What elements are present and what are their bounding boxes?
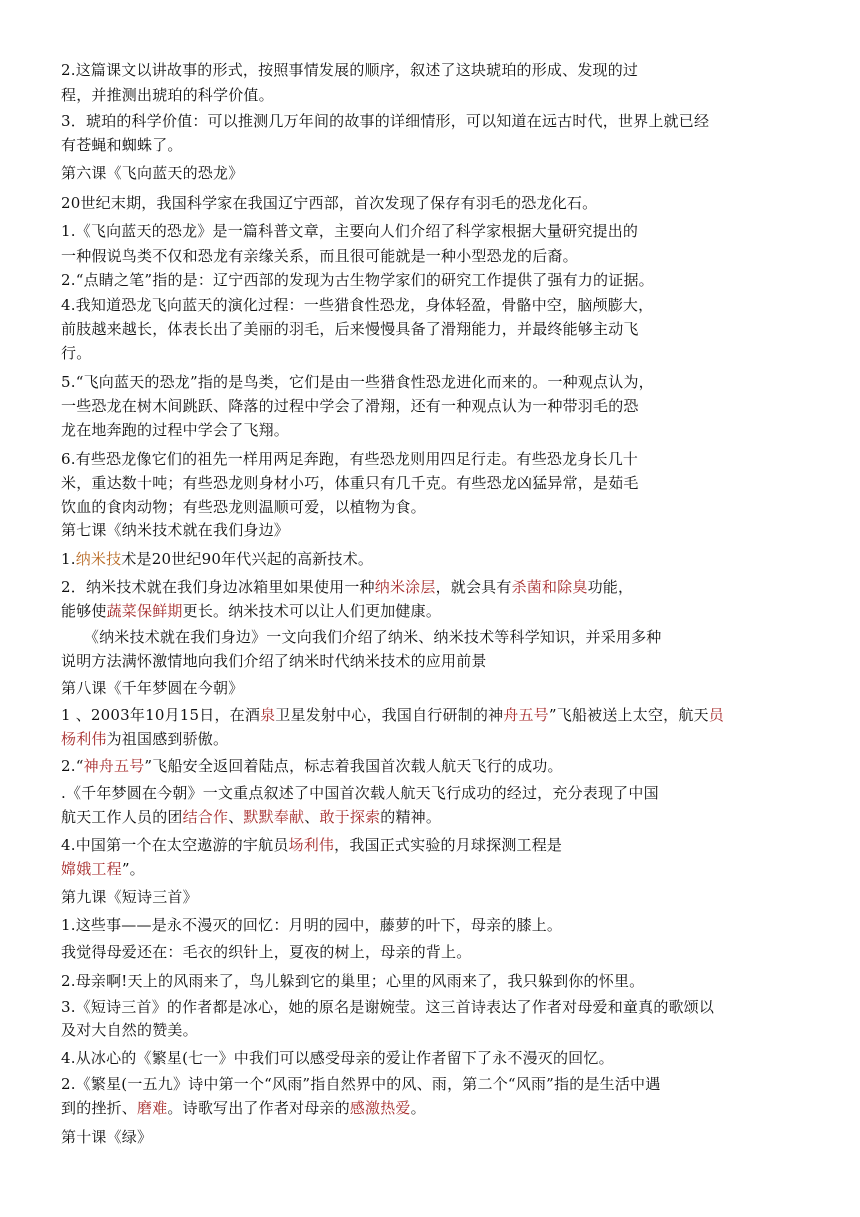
text-line: 我觉得母爱还在：毛衣的织针上，夏夜的树上，母亲的背上。 [61,943,472,961]
text-line: 3.《短诗三首》的作者都是冰心，她的原名是谢婉莹。这三首诗表达了作者对母爱和童真的歌颂以 [61,998,715,1016]
text-line: 2.“点睛之笔”指的是：辽宁西部的发现为古生物学家们的研究工作提供了强有力的证据。 [61,271,654,289]
text-line: 1 、2003年10月15日，在酒泉卫星发射中心，我国自行研制的神舟五号”飞船被送上太空，航天员 [61,706,724,724]
text-line: 4.我知道恐龙飞向蓝天的演化过程：一些猎食性恐龙，身体轻盈，骨骼中空，脑颅膨大， [61,296,654,314]
text-line: 1.《飞向蓝天的恐龙》是一篇科普文章，主要向人们介绍了科学家根据大量研究提出的 [61,222,639,240]
text-line: 4.从冰心的《繁星(七一》中我们可以感受母亲的爱让作者留下了永不漫灭的回忆。 [61,1049,614,1067]
text-line: 到的挫折、磨难。诗歌写出了作者对母亲的感激热爱。 [61,1099,426,1117]
text-line: 一种假说鸟类不仅和恐龙有亲缘关系，而且很可能就是一种小型恐龙的后裔。 [61,247,578,265]
text-line: 4.中国第一个在太空遨游的宇航员场利伟，我国正式实验的月球探测工程是 [61,836,563,854]
text-line: 《纳米技术就在我们身边》一文向我们介绍了纳米、纳米技术等科学知识，并采用多种 [61,628,662,646]
text-line: 航天工作人员的团结合作、默默奉献、敢于探索的精神。 [61,808,442,826]
text-line: 2．纳米技术就在我们身边冰箱里如果使用一种纳米涂层，就会具有杀菌和除臭功能， [61,578,634,596]
section-heading: 第七课《纳米技术就在我们身边》 [61,521,290,539]
text-line: 2.这篇课文以讲故事的形式，按照事情发展的顺序，叙述了这块琥珀的形成、发现的过 [61,61,639,79]
text-line: 行。 [61,344,92,362]
text-line: .《千年梦圆在今朝》一文重点叙述了中国首次载人航天飞行成功的经过，充分表现了中国 [61,784,659,802]
section-heading: 第八课《千年梦圆在今朝》 [61,679,244,697]
text-line: 饮血的食肉动物；有些恐龙则温顺可爱，以植物为食。 [61,498,426,516]
text-line: 杨利伟为祖国感到骄傲。 [61,730,229,748]
text-line: 嫦娥工程”。 [61,860,145,878]
text-line: 2.“神舟五号”飞船安全返回着陆点，标志着我国首次载人航天飞行的成功。 [61,757,563,775]
text-line: 20世纪末期，我国科学家在我国辽宁西部，首次发现了保存有羽毛的恐龙化石。 [61,194,598,212]
text-line: 2.母亲啊!天上的风雨来了，鸟儿躲到它的巢里；心里的风雨来了，我只躲到你的怀里。 [61,972,645,990]
text-line: 1.这些事——是永不漫灭的回忆：月明的园中，藤萝的叶下，母亲的膝上。 [61,916,563,934]
text-line: 龙在地奔跑的过程中学会了飞翔。 [61,421,290,439]
text-line: 5.“飞向蓝天的恐龙”指的是鸟类，它们是由一些猎食性恐龙进化而来的。一种观点认为， [61,373,654,391]
text-line: 能够使蔬菜保鲜期更长。纳米技术可以让人们更加健康。 [61,602,442,620]
text-line: 及对大自然的赞美。 [61,1021,198,1039]
section-heading: 第十课《绿》 [61,1128,153,1146]
section-heading: 第九课《短诗三首》 [61,888,198,906]
text-line: 6.有些恐龙像它们的祖先一样用两足奔跑，有些恐龙则用四足行走。有些恐龙身长几十 [61,450,639,468]
text-line: 前肢越来越长，体表长出了美丽的羽毛，后来慢慢具备了滑翔能力，并最终能够主动飞 [61,320,639,338]
text-line: 3．琥珀的科学价值：可以推测几万年间的故事的详细情形，可以知道在远古时代，世界上就已经 [61,112,710,130]
text-line: 米，重达数十吨；有些恐龙则身材小巧，体重只有几千克。有些恐龙凶猛异常，是茹毛 [61,474,639,492]
text-line: 2.《繁星(一五九》诗中第一个“风雨”指自然界中的风、雨，第二个“风雨”指的是生活中遇 [61,1075,661,1093]
text-line: 1.纳米技术是20世纪90年代兴起的高新技术。 [61,550,374,568]
section-heading: 第六课《飞向蓝天的恐龙》 [61,164,244,182]
text-line: 说明方法满怀激情地向我们介绍了纳米时代纳米技术的应用前景 [61,652,487,670]
text-line: 一些恐龙在树木间跳跃、降落的过程中学会了滑翔，还有一种观点认为一种带羽毛的恐 [61,397,639,415]
text-line: 程，并推测出琥珀的科学价值。 [61,86,274,104]
text-line: 有苍蝇和蜘蛛了。 [61,136,183,154]
